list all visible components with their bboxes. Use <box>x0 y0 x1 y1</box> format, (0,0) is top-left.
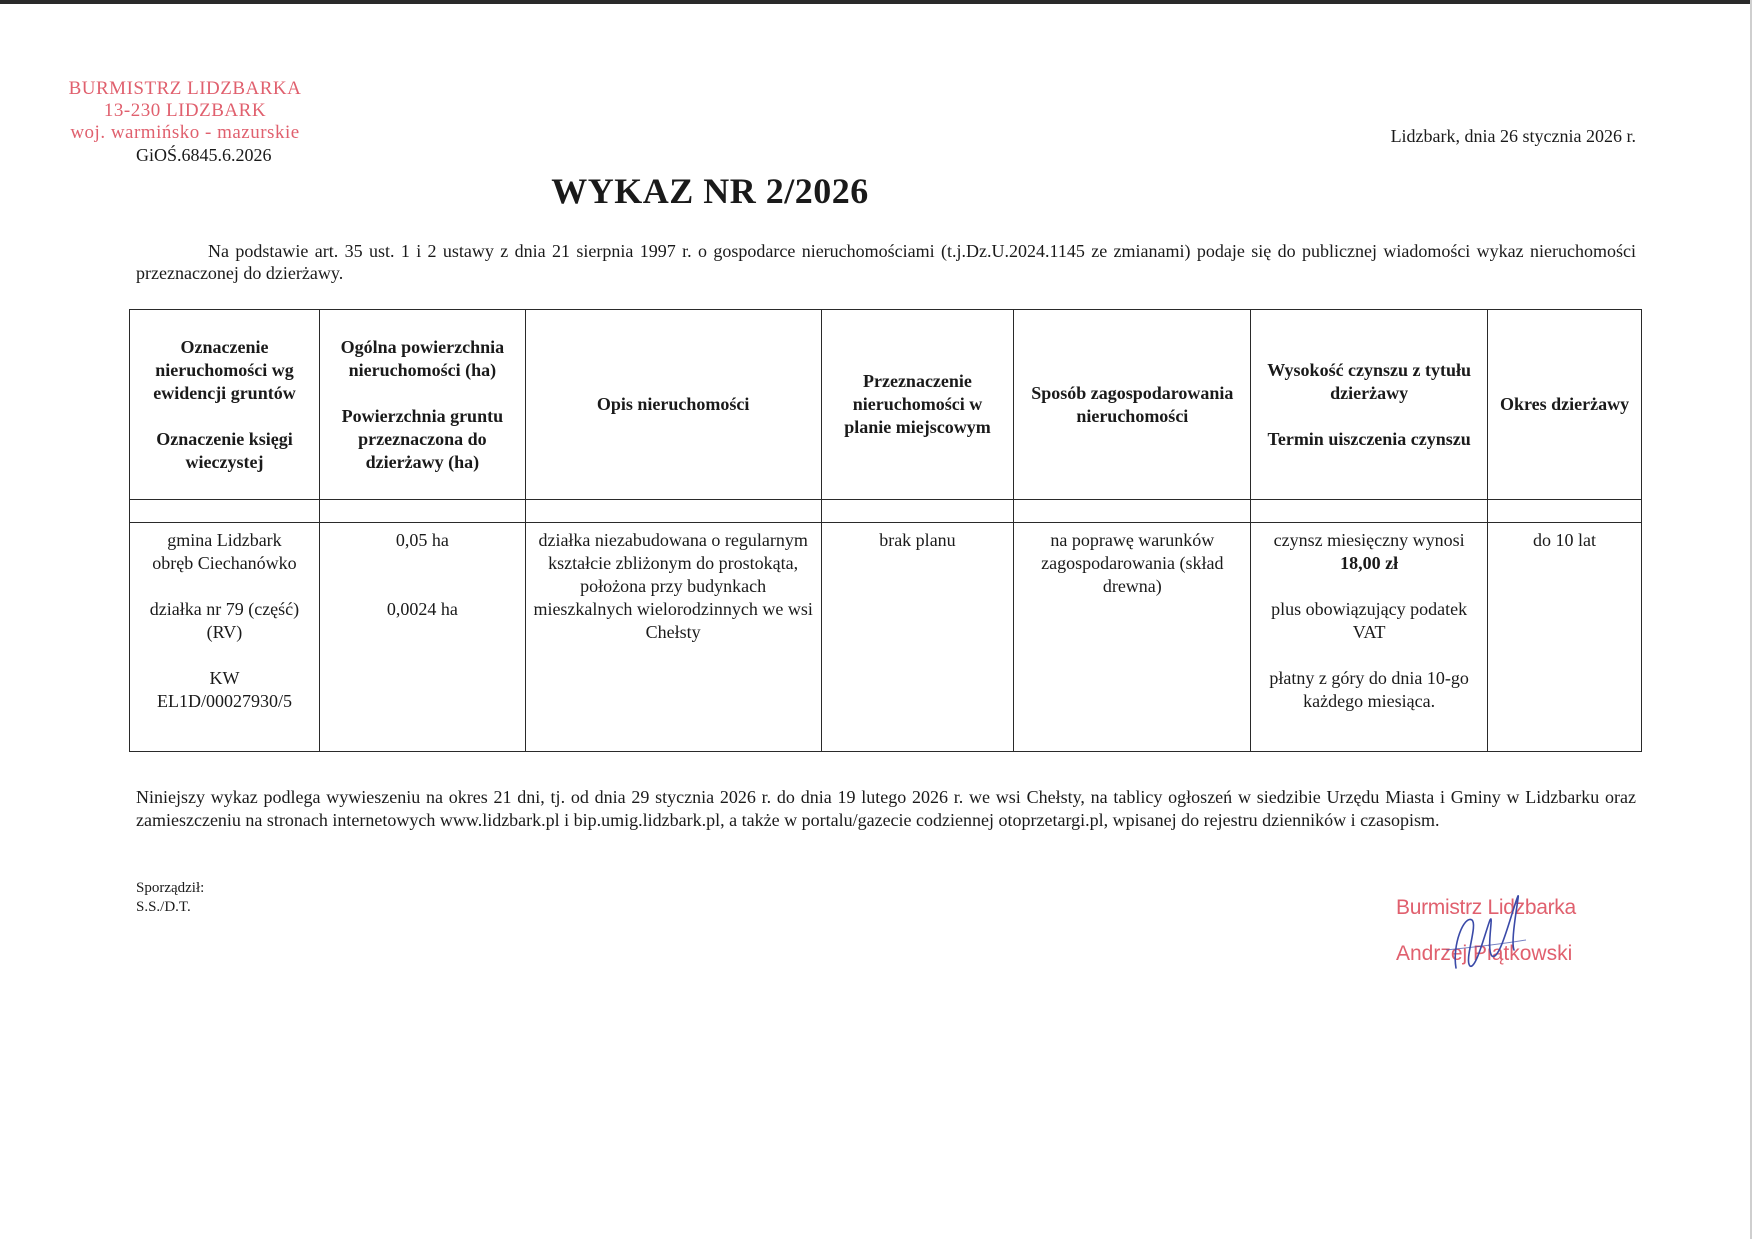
header-land-registry <box>130 310 320 500</box>
cell-area <box>319 523 525 752</box>
intro-paragraph: Na podstawie art. 35 ust. 1 i 2 ustawy z dnia 21 sierpnia 1997 r. o gospodarce nieruchomościami (t.j.Dz.U.2024.1145 ze zmianami) podaje się do publicznej wiadomości wykaz nieruchomości przeznaczonej do dzierżawy. <box>136 241 1636 283</box>
prepared-by <box>136 879 204 917</box>
posting-notice: Niniejszy wykaz podlega wywieszeniu na okres 21 dni, tj. od dnia 29 stycznia 2026 r. do dnia 19 lutego 2026 r. we wsi Chełsty, na tablicy ogłoszeń w siedzibie Urzędu Miasta i Gminy w Lidzbarku oraz zamieszczeniu na stronach internetowych www.lidzbark.pl i bip.umig.lidzbark.pl, a także w portalu/gazecie codziennej otoprzetargi.pl, wpisanej do rejestru dzienników i czasopism. <box>136 787 1636 830</box>
header-land-book-designation: Oznaczenie księgi wieczystej <box>156 428 293 472</box>
cell-rent-vat: plus obowiązujący podatek VAT <box>1271 599 1468 642</box>
cell-land-registry <box>130 523 320 752</box>
header-lease-area: Powierzchnia gruntu przeznaczona do dzierżawy (ha) <box>341 405 504 472</box>
prepared-by-initials: S.S./D.T. <box>136 899 191 915</box>
cell-rent-label: czynsz miesięczny wynosi <box>1273 530 1465 550</box>
stamp-line-3: woj. warmińsko - mazurskie <box>70 122 300 143</box>
header-land-registry-designation: Oznaczenie nieruchomości wg ewidencji gruntów <box>153 336 296 403</box>
table-row <box>130 523 1642 752</box>
signature-name: Andrzej Piątkowski <box>1396 942 1573 965</box>
header-payment-term: Termin uiszczenia czynszu <box>1267 428 1471 449</box>
cell-total-area: 0,05 ha <box>395 530 449 550</box>
signature-title: Burmistrz Lidzbarka <box>1396 896 1576 919</box>
cell-description: działka niezabudowana o regularnym kształcie zbliżonym do prostokąta, położona przy budynkach mieszkalnych wielorodzinnych we wsi Chełsty <box>525 523 821 752</box>
table-header-row <box>130 310 1642 500</box>
reference-number: GiOŚ.6845.6.2026 <box>136 145 272 165</box>
document-title: WYKAZ NR 2/2026 <box>551 171 869 211</box>
header-total-area: Ogólna powierzchnia nieruchomości (ha) <box>340 336 505 380</box>
header-area <box>319 310 525 500</box>
cell-zoning: brak planu <box>821 523 1014 752</box>
cell-lease-period: do 10 lat <box>1488 523 1642 752</box>
scan-edge-top <box>0 0 1752 4</box>
cell-rent-amount: 18,00 zł <box>1340 553 1399 573</box>
cell-rent <box>1251 523 1488 752</box>
cell-kw-label: KW <box>209 668 240 688</box>
place-date: Lidzbark, dnia 26 stycznia 2026 r. <box>1390 126 1636 146</box>
cell-kw-number: EL1D/00027930/5 <box>156 691 292 711</box>
cell-commune: gmina Lidzbark <box>167 530 282 550</box>
cell-precinct: obręb Ciechanówko <box>152 553 297 573</box>
cell-rent-term: płatny z góry do dnia 10-go każdego miesiąca. <box>1269 668 1469 711</box>
handwritten-signature <box>1386 890 1606 1000</box>
header-rent-amount: Wysokość czynszu z tytułu dzierżawy <box>1267 359 1472 403</box>
prepared-by-label: Sporządził: <box>136 880 205 896</box>
mayor-signature <box>1386 890 1606 1000</box>
cell-land-class: (RV) <box>206 622 243 642</box>
office-stamp <box>40 78 330 144</box>
table-spacer-row <box>130 500 1642 523</box>
header-description: Opis nieruchomości <box>525 310 821 500</box>
cell-parcel: działka nr 79 (część) <box>149 599 300 619</box>
stamp-line-1: BURMISTRZ LIDZBARKA <box>68 78 302 99</box>
property-table <box>129 309 1642 752</box>
header-use: Sposób zagospodarowania nieruchomości <box>1014 310 1251 500</box>
cell-lease-area: 0,0024 ha <box>386 599 458 619</box>
header-lease-period: Okres dzierżawy <box>1488 310 1642 500</box>
stamp-line-2: 13-230 LIDZBARK <box>103 100 267 121</box>
cell-use: na poprawę warunków zagospodarowania (skład drewna) <box>1014 523 1251 752</box>
header-zoning: Przeznaczenie nieruchomości w planie miejscowym <box>821 310 1014 500</box>
header-rent <box>1251 310 1488 500</box>
